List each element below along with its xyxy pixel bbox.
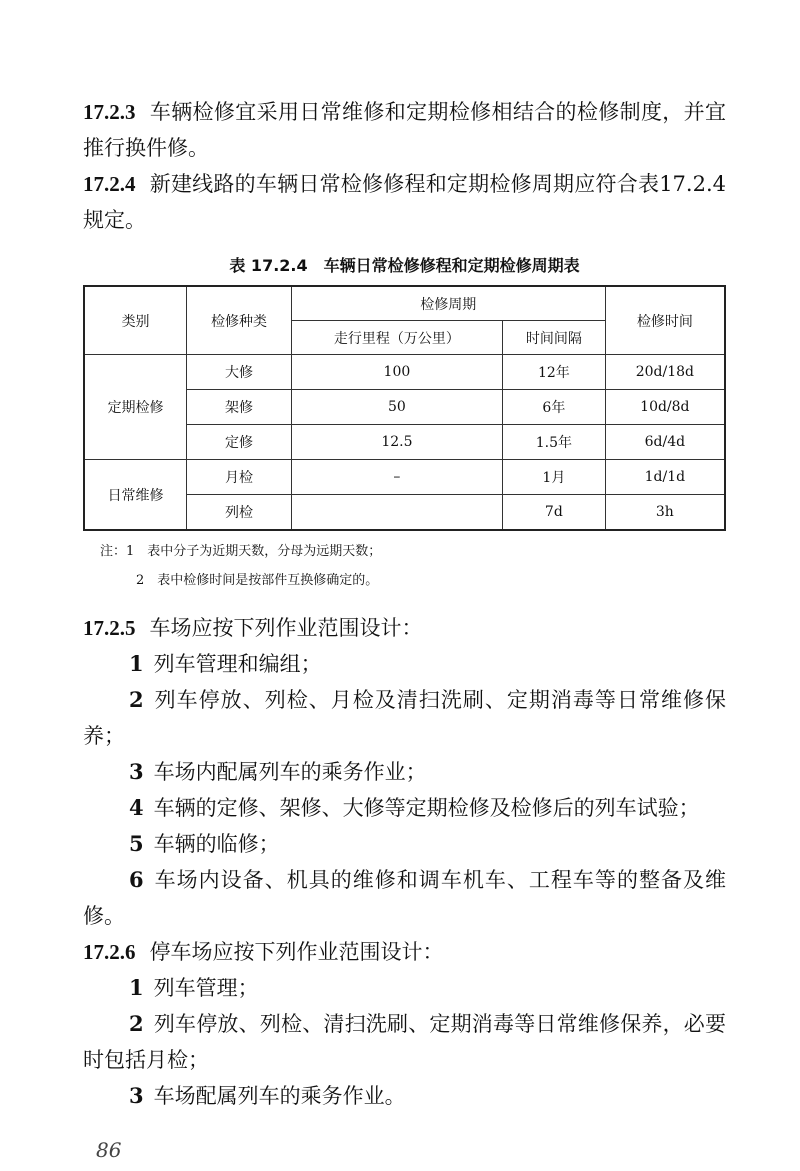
header-time: 检修时间 bbox=[605, 286, 725, 355]
list-item: 1 列车管理； bbox=[129, 975, 259, 1000]
list-item: 2 列车停放、列检、清扫洗刷、定期消毒等日常维修保养，必要时包括月检； bbox=[83, 1011, 726, 1072]
page-number: 86 bbox=[96, 1138, 122, 1162]
list-item: 6 车场内设备、机具的维修和调车机车、工程车等的整备及维修。 bbox=[83, 867, 726, 928]
clause-17-2-3: 17.2.3 车辆检修宜采用日常维修和定期检修相结合的检修制度，并宜推行换件修。 bbox=[83, 100, 726, 160]
clause-17-2-5: 17.2.5 车场应按下列作业范围设计： bbox=[83, 616, 423, 640]
clause-17-2-4: 17.2.4 新建线路的车辆日常检修修程和定期检修周期应符合表17.2.4规定。 bbox=[83, 172, 726, 232]
list-item: 2 列车停放、列检、月检及清扫洗刷、定期消毒等日常维修保养； bbox=[83, 687, 726, 748]
header-type: 检修种类 bbox=[187, 286, 292, 355]
list-item: 3 车场内配属列车的乘务作业； bbox=[129, 759, 427, 784]
table-note-1: 注：1 表中分子为近期天数，分母为远期天数； bbox=[100, 544, 382, 559]
clause-17-2-6: 17.2.6 停车场应按下列作业范围设计： bbox=[83, 940, 444, 964]
clauses-top bbox=[83, 94, 726, 238]
header-cycle: 检修周期 bbox=[291, 286, 605, 321]
type-cell: 定修 bbox=[187, 425, 292, 460]
header-interval: 时间间隔 bbox=[503, 321, 606, 355]
time-cell: 1d/1d bbox=[605, 460, 725, 495]
list-item: 4 车辆的定修、架修、大修等定期检修及检修后的列车试验； bbox=[129, 795, 700, 820]
list-item: 3 车场配属列车的乘务作业。 bbox=[129, 1083, 406, 1108]
time-cell: 10d/8d bbox=[605, 390, 725, 425]
interval-cell: 1.5年 bbox=[503, 425, 606, 460]
mileage-cell: 100 bbox=[291, 355, 502, 390]
maintenance-table bbox=[83, 285, 726, 531]
type-cell: 列检 bbox=[187, 495, 292, 531]
header-category: 类别 bbox=[84, 286, 187, 355]
list-item: 1 列车管理和编组； bbox=[129, 651, 322, 676]
time-cell: 20d/18d bbox=[605, 355, 725, 390]
type-cell: 大修 bbox=[187, 355, 292, 390]
mileage-cell: 12.5 bbox=[291, 425, 502, 460]
mileage-cell: 50 bbox=[291, 390, 502, 425]
table-row bbox=[84, 355, 725, 390]
table-title: 表 17.2.4 车辆日常检修修程和定期检修周期表 bbox=[229, 256, 580, 275]
list-item: 5 车辆的临修； bbox=[129, 831, 280, 856]
table-row bbox=[84, 460, 725, 495]
mileage-cell bbox=[291, 495, 502, 531]
header-mileage: 走行里程（万公里） bbox=[291, 321, 502, 355]
category-cell: 日常维修 bbox=[84, 460, 187, 531]
table-header-row bbox=[84, 286, 725, 321]
time-cell: 3h bbox=[605, 495, 725, 531]
mileage-cell: – bbox=[291, 460, 502, 495]
category-cell: 定期检修 bbox=[84, 355, 187, 460]
table-note-2: 2 表中检修时间是按部件互换修确定的。 bbox=[136, 573, 379, 588]
time-cell: 6d/4d bbox=[605, 425, 725, 460]
interval-cell: 6年 bbox=[503, 390, 606, 425]
interval-cell: 7d bbox=[503, 495, 606, 531]
type-cell: 月检 bbox=[187, 460, 292, 495]
clauses-bottom bbox=[83, 610, 726, 1114]
interval-cell: 12年 bbox=[503, 355, 606, 390]
interval-cell: 1月 bbox=[503, 460, 606, 495]
type-cell: 架修 bbox=[187, 390, 292, 425]
